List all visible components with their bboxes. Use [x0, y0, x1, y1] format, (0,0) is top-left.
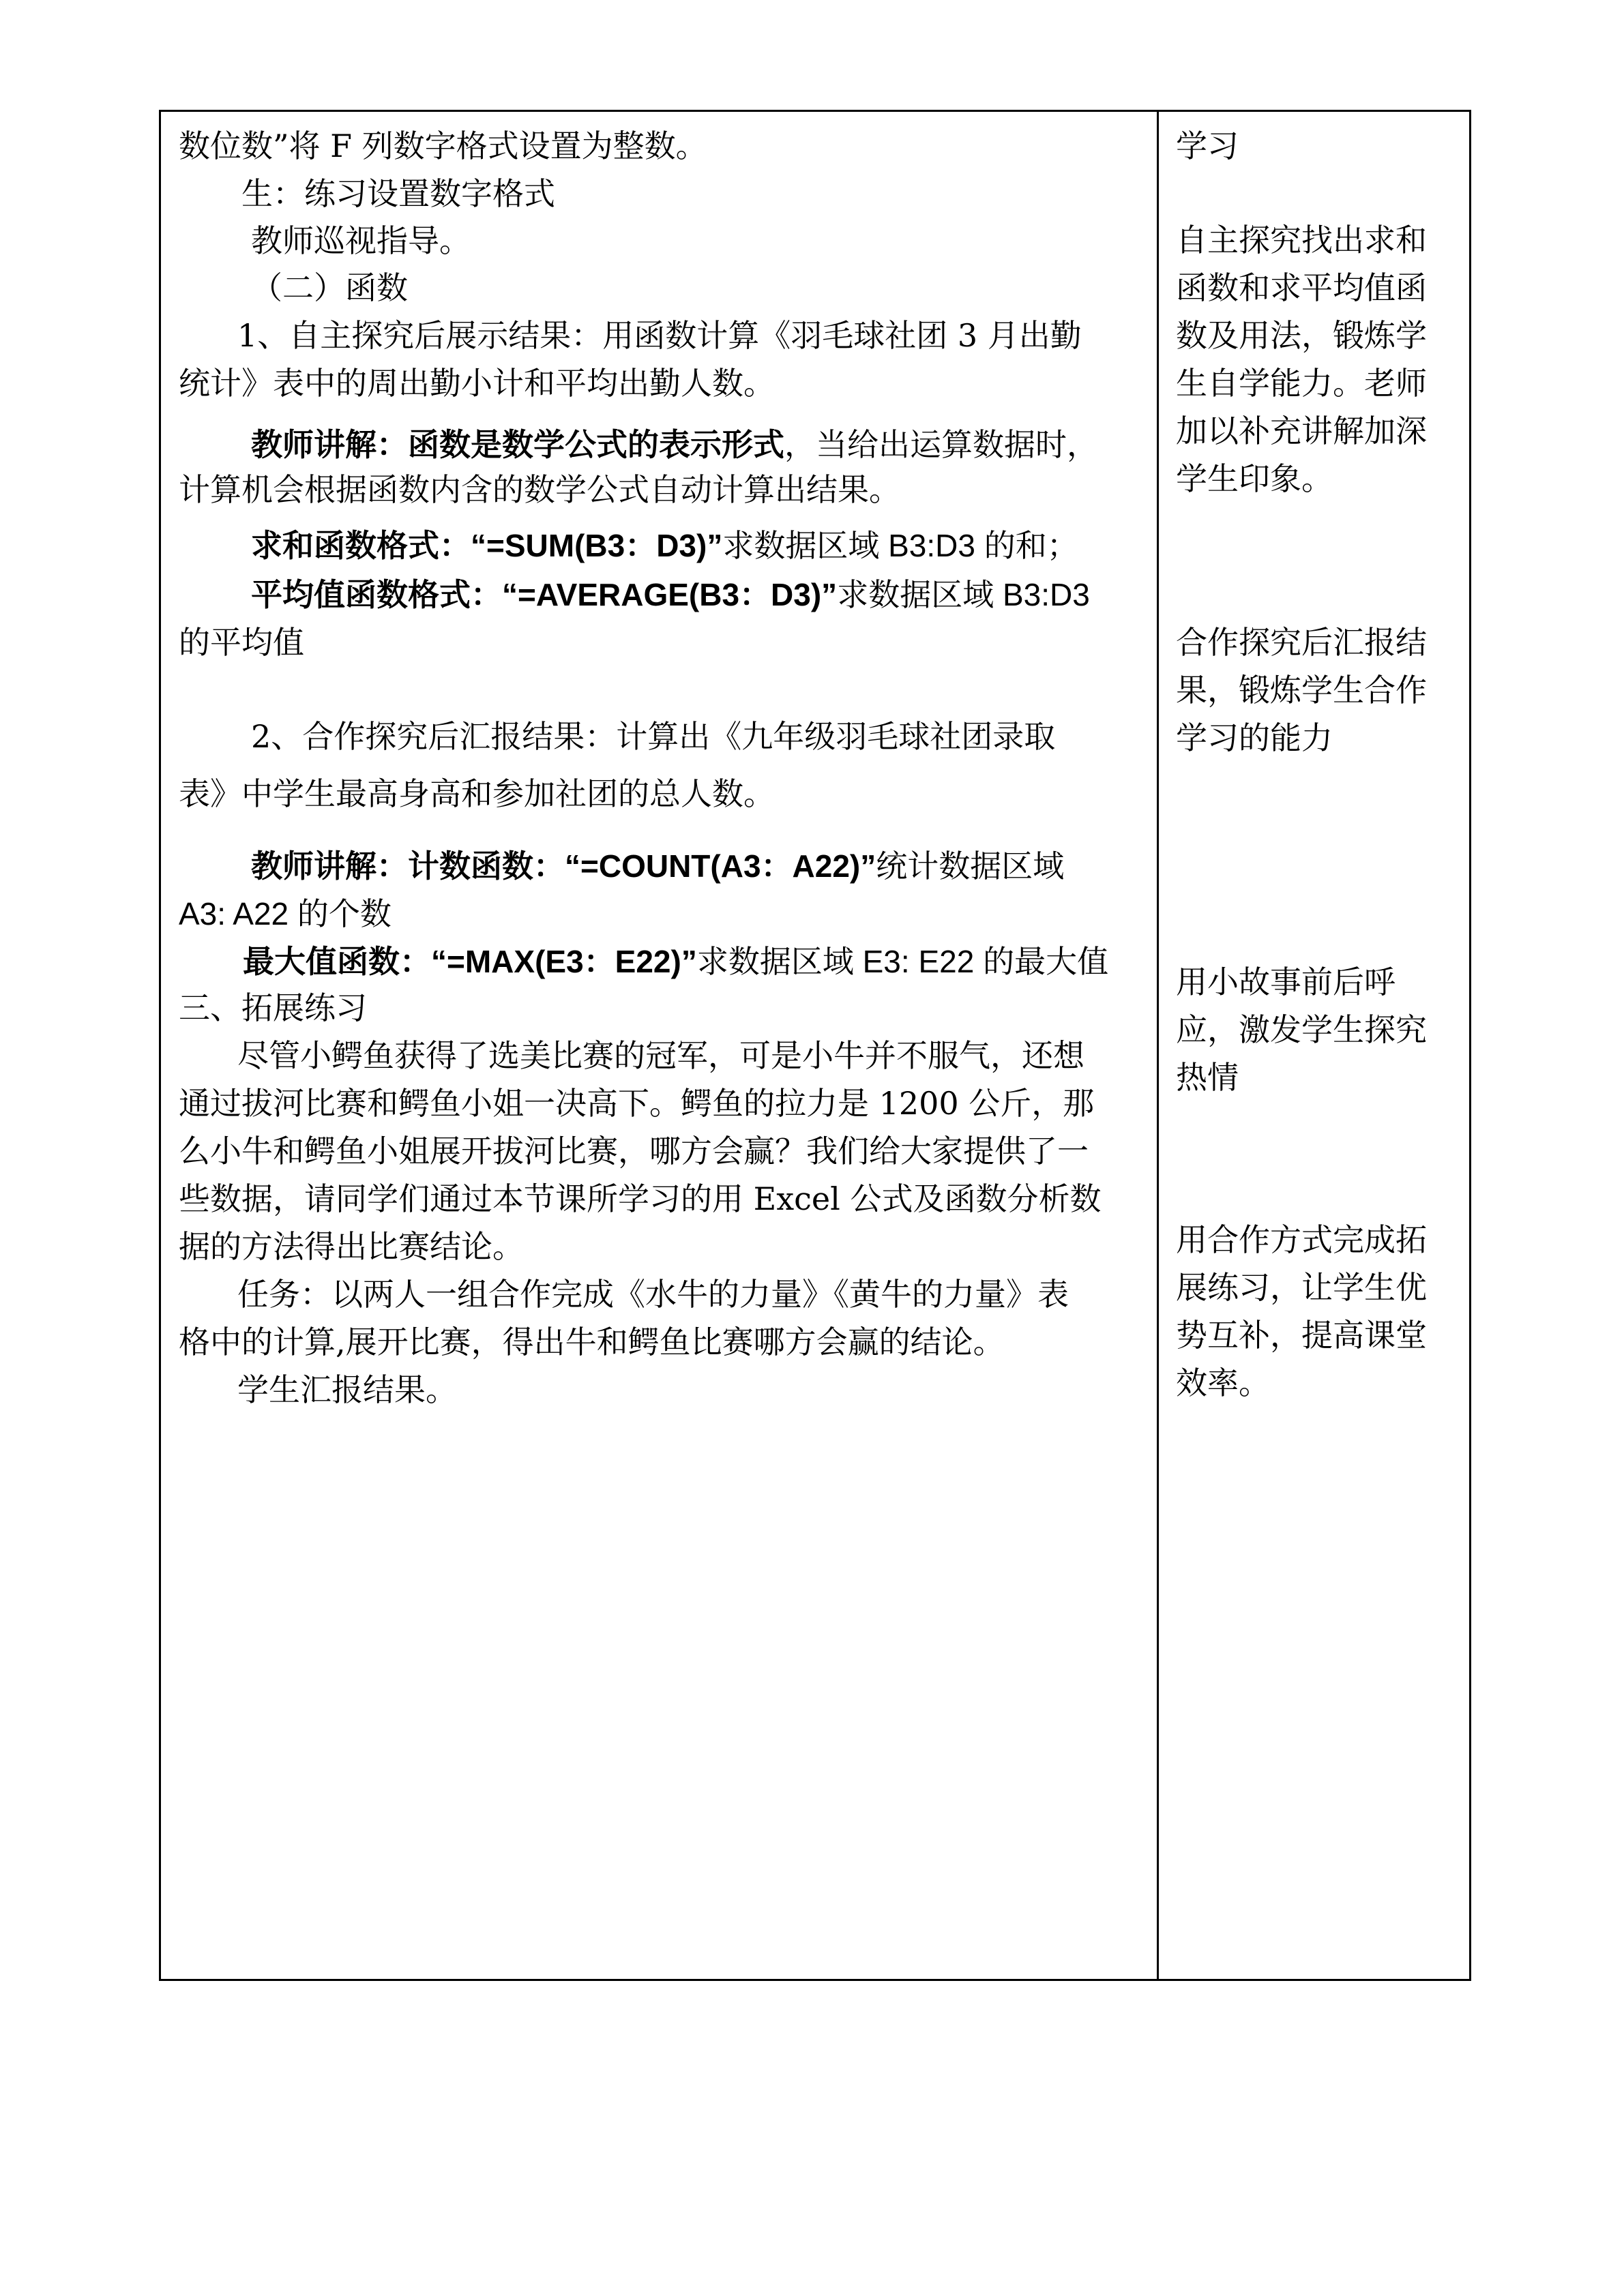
- main-text-line: 尽管小鳄鱼获得了选美比赛的冠军，可是小牛并不服气，还想: [237, 1037, 1084, 1074]
- average-formula-line: [251, 576, 1090, 614]
- column-divider: [1157, 112, 1159, 1979]
- side-note-line: 展练习，让学生优: [1176, 1269, 1427, 1306]
- plain-text: 求数据区域 B3:D3 的和；: [722, 528, 1078, 563]
- main-text-line: 1、自主探究后展示结果：用函数计算《羽毛球社团 3 月出勤: [237, 317, 1082, 354]
- section-heading: 三、拓展练习: [179, 989, 367, 1026]
- main-text-line: 任务：以两人一组合作完成《水牛的力量》《黄牛的力量》表: [237, 1276, 1069, 1313]
- main-text-line: 教师巡视指导。: [251, 222, 471, 259]
- main-text-line: 生：练习设置数字格式: [241, 175, 555, 212]
- bold-text: 平均值函数格式：“=AVERAGE(B3：D3)”: [251, 577, 838, 612]
- side-note-line: 用合作方式完成拓: [1176, 1221, 1427, 1258]
- side-note-line: 应，激发学生探究: [1176, 1011, 1427, 1048]
- side-note-line: 学习的能力: [1176, 719, 1333, 756]
- side-note-line: 数及用法，锻炼学: [1176, 317, 1427, 354]
- plain-text: 求数据区域 B3:D3: [837, 577, 1090, 612]
- bold-text: 教师讲解：函数是数学公式的表示形式: [251, 426, 784, 463]
- main-text-line: 据的方法得出比赛结论。: [179, 1228, 524, 1265]
- side-note-line: 合作探究后汇报结: [1176, 624, 1427, 661]
- lesson-plan-table: [159, 110, 1471, 1981]
- sum-formula-line: [251, 526, 1078, 565]
- side-note-line: 函数和求平均值函: [1176, 269, 1427, 306]
- main-text-line: 数位数”将 F 列数字格式设置为整数。: [179, 128, 707, 164]
- main-text-line: 2、合作探究后汇报结果：计算出《九年级羽毛球社团录取: [251, 718, 1056, 755]
- side-note-line: 学习: [1176, 128, 1239, 164]
- main-text-line: 通过拔河比赛和鳄鱼小姐一决高下。鳄鱼的拉力是 1200 公斤，那: [179, 1085, 1095, 1122]
- bold-text: 最大值函数：“=MAX(E3：E22)”: [243, 944, 697, 979]
- side-note-line: 热情: [1176, 1059, 1239, 1096]
- main-text-line: 表》中学生最高身高和参加社团的总人数。: [179, 775, 775, 812]
- plain-text: ，当给出运算数据时，: [784, 426, 1098, 463]
- side-note-line: 学生印象。: [1176, 460, 1333, 497]
- main-text-line: 么小牛和鳄鱼小姐展开拔河比赛，哪方会赢？我们给大家提供了一: [179, 1133, 1089, 1169]
- main-text-line: 的平均值: [179, 624, 304, 661]
- main-text-line: 统计》表中的周出勤小计和平均出勤人数。: [179, 365, 775, 402]
- side-note-line: 生自学能力。老师: [1176, 365, 1427, 402]
- side-note-line: 自主探究找出求和: [1176, 222, 1427, 258]
- plain-text: 统计数据区域: [876, 848, 1065, 884]
- main-text-line: （二）函数: [251, 269, 408, 306]
- plain-text: 求数据区域 E3: E22 的最大值: [696, 944, 1109, 979]
- main-text-line: 计算机会根据函数内含的数学公式自动计算出结果。: [179, 471, 900, 508]
- bold-text: 求和函数格式：“=SUM(B3：D3)”: [251, 528, 723, 563]
- teacher-explanation-line: [251, 426, 1098, 464]
- main-text-line: 格中的计算,展开比赛，得出牛和鳄鱼比赛哪方会赢的结论。: [179, 1324, 1005, 1360]
- bold-text: 教师讲解：计数函数：“=COUNT(A3：A22)”: [251, 848, 876, 884]
- side-note-line: 加以补充讲解加深: [1176, 413, 1427, 449]
- side-note-line: 果，锻炼学生合作: [1176, 672, 1427, 709]
- side-note-line: 势互补，提高课堂: [1176, 1317, 1427, 1354]
- main-text-line: 学生汇报结果。: [237, 1371, 457, 1408]
- max-formula-line: [243, 942, 1108, 981]
- main-text-line: 些数据，请同学们通过本节课所学习的用 Excel 公式及函数分析数: [179, 1180, 1102, 1217]
- main-text-line: A3: A22 的个数: [179, 896, 392, 931]
- side-note-line: 效率。: [1176, 1365, 1270, 1401]
- count-formula-line: [251, 847, 1064, 885]
- side-note-line: 用小故事前后呼: [1176, 964, 1396, 1000]
